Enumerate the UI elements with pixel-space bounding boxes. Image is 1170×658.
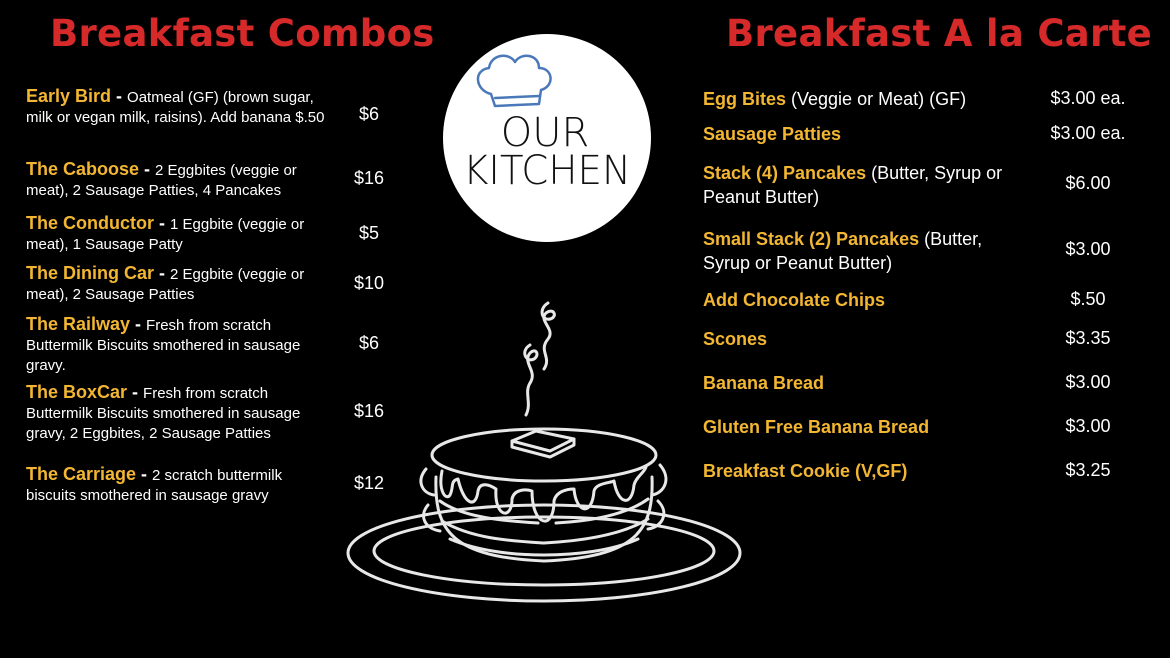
carte-item-stack-pancakes [703, 161, 1023, 209]
pancake-layer [442, 519, 648, 543]
combo-item-carriage [26, 464, 326, 506]
combo-price: $6 [358, 333, 380, 353]
carte-price: $3.00 ea. [1050, 123, 1126, 143]
carte-price: $.50 [1070, 289, 1106, 309]
steam-swirl-icon [525, 345, 537, 415]
combo-price: $12 [353, 473, 385, 493]
combo-price: $16 [353, 168, 385, 188]
carte-description: (Butter, Syrup or Peanut Butter) [703, 229, 983, 273]
combo-description: 2 Eggbites (veggie or meat), 2 Sausage Patties, 4 Pancakes [26, 162, 297, 199]
combo-item-early-bird [26, 86, 326, 128]
combo-item-railway [26, 314, 326, 376]
logo-line-1: OUR [500, 110, 590, 156]
steam-swirl-icon [542, 303, 554, 369]
carte-price: $3.25 [1065, 460, 1111, 480]
combo-name: The Dining Car [26, 263, 155, 283]
combo-price: $16 [353, 401, 385, 421]
plate-inner [374, 517, 714, 585]
combo-price: $10 [353, 273, 385, 293]
carte-item-banana-bread [703, 371, 1023, 395]
combo-description: Oatmeal (GF) (brown sugar, milk or vegan milk, raisins). Add banana $.50 [26, 89, 325, 126]
combo-name: The Carriage [26, 464, 137, 484]
carte-item-egg-bites [703, 87, 1023, 111]
combo-price: $6 [358, 104, 380, 124]
our-kitchen-logo [433, 24, 661, 252]
carte-name: Stack (4) Pancakes [703, 163, 867, 183]
carte-item-gf-banana-bread [703, 415, 1023, 439]
combo-name: The Railway [26, 314, 131, 334]
combo-name: The Conductor [26, 213, 154, 233]
combo-item-boxcar [26, 382, 326, 444]
combo-separator: - [127, 382, 144, 402]
breakfast-combos-heading: Breakfast Combos [50, 12, 435, 55]
carte-price: $3.00 [1065, 239, 1111, 259]
carte-name: Add Chocolate Chips [703, 290, 886, 310]
carte-name: Breakfast Cookie (V,GF) [703, 461, 908, 481]
carte-name: Egg Bites [703, 89, 787, 109]
breakfast-a-la-carte-heading: Breakfast A la Carte [726, 12, 1152, 55]
logo-line-2: KITCHEN [463, 148, 631, 194]
combo-item-dining-car [26, 263, 326, 305]
combo-item-conductor [26, 213, 326, 255]
carte-price: $3.00 ea. [1050, 88, 1126, 108]
carte-description: (Butter, Syrup or Peanut Butter) [703, 163, 1003, 207]
carte-price: $3.35 [1065, 328, 1111, 348]
carte-name: Scones [703, 329, 768, 349]
combo-separator: - [154, 213, 170, 233]
combo-name: The BoxCar [26, 382, 128, 402]
combo-description: 2 Eggbite (veggie or meat), 2 Sausage Patties [26, 266, 305, 303]
combo-separator: - [154, 263, 171, 283]
carte-item-small-stack-pancakes [703, 227, 1023, 275]
combo-description: 2 scratch buttermilk biscuits smothered in sausage gravy [26, 467, 283, 504]
carte-price: $3.00 [1065, 416, 1111, 436]
pancake-layer [450, 539, 638, 555]
carte-name: Small Stack (2) Pancakes [703, 229, 920, 249]
combo-separator: - [139, 159, 156, 179]
combo-separator: - [130, 314, 147, 334]
combo-separator: - [111, 86, 128, 106]
carte-description: (Veggie or Meat) (GF) [786, 89, 967, 109]
combo-item-caboose [26, 159, 326, 201]
carte-item-scones [703, 327, 1023, 351]
carte-item-breakfast-cookie [703, 459, 1023, 483]
plate-outer [348, 505, 740, 601]
combo-name: Early Bird [26, 86, 112, 106]
carte-item-chocolate-chips [703, 288, 1023, 312]
carte-name: Sausage Patties [703, 124, 842, 144]
carte-name: Banana Bread [703, 373, 825, 393]
combo-price: $5 [358, 223, 380, 243]
combo-separator: - [136, 464, 153, 484]
combo-name: The Caboose [26, 159, 140, 179]
combo-description: Fresh from scratch Buttermilk Biscuits smothered in sausage gravy. [26, 317, 301, 374]
combo-description: Fresh from scratch Buttermilk Biscuits smothered in sausage gravy, 2 Eggbites, 2 Sausage Patties [26, 385, 301, 442]
carte-item-sausage-patties [703, 122, 1023, 146]
combo-description: 1 Eggbite (veggie or meat), 1 Sausage Patty [26, 216, 305, 253]
pancake-stack-icon [342, 295, 746, 613]
carte-price: $6.00 [1065, 173, 1111, 193]
carte-name: Gluten Free Banana Bread [703, 417, 930, 437]
carte-price: $3.00 [1065, 372, 1111, 392]
